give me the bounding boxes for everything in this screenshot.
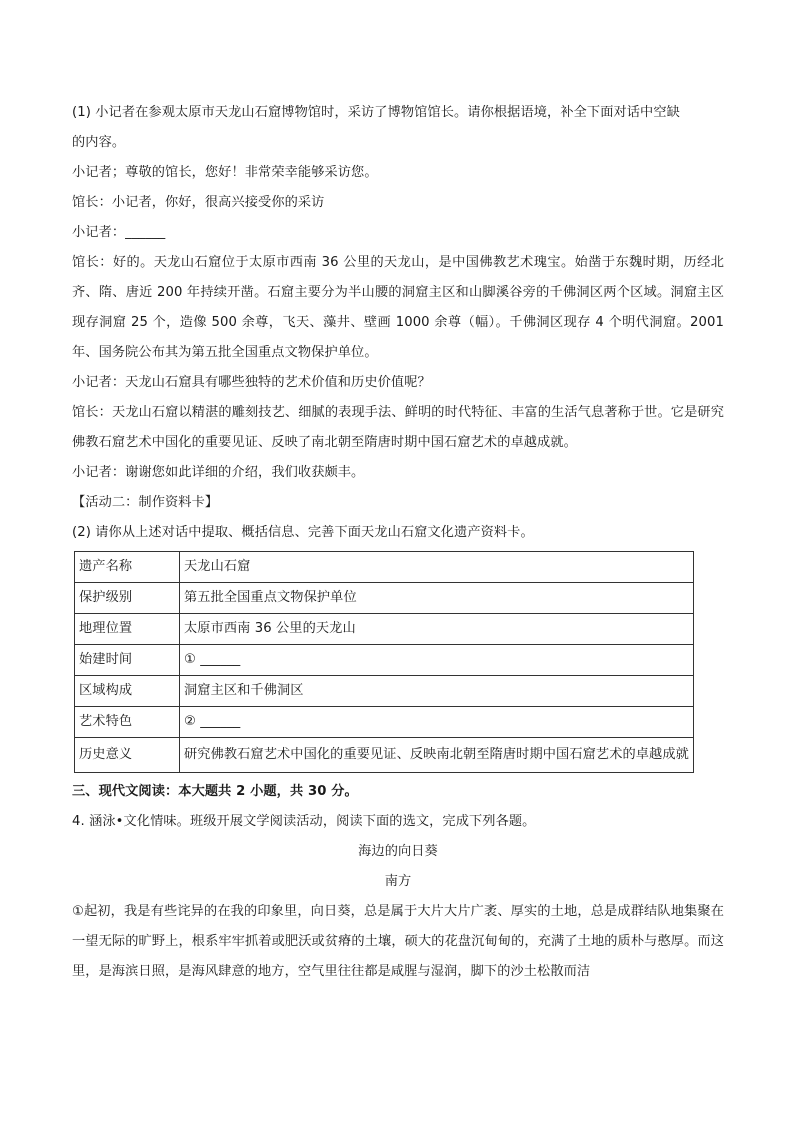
q1-intro-line1: (1) 小记者在参观太原市天龙山石窟博物馆时，采访了博物馆馆长。请你根据语境，补全下面对话中空缺 [72,105,680,120]
separator: ： [98,195,112,210]
card-key: 区域构成 [75,676,180,707]
card-value: 洞窟主区和千佛洞区 [180,676,694,707]
heritage-info-card [74,551,694,773]
card-answer-blank-1[interactable]: ① ______ [180,645,694,676]
card-value: 第五批全国重点文物保护单位 [180,583,694,614]
table-row [75,583,694,614]
q1-intro [72,98,724,158]
separator: ： [111,225,126,240]
table-row [75,614,694,645]
card-value: 天龙山石窟 [180,552,694,583]
card-value: 研究佛教石窟艺术中国化的重要见证、反映南北朝至隋唐时期中国石窟艺术的卓越成就 [180,738,694,773]
speaker: 馆长 [72,405,99,420]
dialogue-line [72,248,724,368]
essay-paragraph: ①起初，我是有些诧异的在我的印象里，向日葵，总是属于大片大片广袤、厚实的土地，总是成群结队地集聚在一望无际的旷野上，根系牢牢抓着或肥沃或贫瘠的土壤，硕大的花盘沉甸甸的，充满了土地的质朴与憨厚。而这里，是海滨日照，是海风肆意的地方，空气里往往都是咸腥与湿润，脚下的沙土松散而洁 [72,904,724,979]
speaker: 馆长 [72,255,100,270]
essay-title: 海边的向日葵 [358,844,438,859]
dialogue-line [72,188,724,218]
card-key: 保护级别 [75,583,180,614]
separator: ： [99,255,113,270]
section-heading: 三、现代文阅读：本大题共 2 小题，共 30 分。 [72,784,358,799]
card-answer-blank-2[interactable]: ② ______ [180,707,694,738]
activity-heading: 【活动二：制作资料卡】 [72,495,219,510]
card-key: 艺术特色 [75,707,180,738]
speaker: 馆长 [72,195,99,210]
question-4: 4. 涵泳•文化情味。班级开展文学阅读活动，阅读下面的选文，完成下列各题。 [72,814,536,829]
dialogue-text: 好的。天龙山石窟位于太原市西南 36 公里的天龙山，是中国佛教艺术瑰宝。始凿于东魏时期，历经北齐、隋、唐近 200 年持续开凿。石窟主要分为半山腰的洞窟主区和山脚溪谷旁的千佛洞区两个区域。洞窟主区现存洞窟 25 个，造像 500 余尊，飞天、藻井、壁画 1000 余尊（幅）。千佛洞区现存 4 个明代洞窟。2001 年、国务院公布其为第五批全国重点文物保护单位。 [72,255,724,360]
essay-author: 南方 [384,874,412,889]
separator: ： [98,405,112,420]
table-row [75,738,694,773]
q1-intro-line2: 的内容。 [72,135,126,150]
card-key: 历史意义 [75,738,180,773]
answer-blank[interactable]: ______ [125,225,166,240]
speaker: 小记者 [72,165,112,180]
dialogue-line-blank [72,218,724,248]
dialogue-text: 尊敬的馆长，您好！非常荣幸能够采访您。 [125,165,378,180]
dialogue-line [72,368,724,398]
table-row [75,676,694,707]
dialogue-text: 谢谢您如此详细的介绍，我们收获颇丰。 [125,465,365,480]
dialogue-text: 天龙山石窟以精湛的雕刻技艺、细腻的表现手法、鲜明的时代特征、丰富的生活气息著称于世。它是研究佛教石窟艺术中国化的重要见证、反映了南北朝至隋唐时期中国石窟艺术的卓越成就。 [72,405,724,450]
dialogue-text: 小记者，你好，很高兴接受你的采访 [111,195,325,210]
table-row [75,645,694,676]
q2-intro: (2) 请你从上述对话中提取、概括信息、完善下面天龙山石窟文化遗产资料卡。 [72,525,534,540]
separator: ： [111,465,126,480]
dialogue-text: 天龙山石窟具有哪些独特的艺术价值和历史价值呢？ [125,375,431,390]
dialogue-line [72,458,724,488]
dialogue-line [72,398,724,458]
speaker: 小记者 [72,375,112,390]
table-row [75,552,694,583]
separator: ； [111,165,126,180]
document-content [72,98,724,987]
separator: ： [111,375,126,390]
table-row [75,707,694,738]
card-value: 太原市西南 36 公里的天龙山 [180,614,694,645]
card-key: 遗产名称 [75,552,180,583]
card-key: 始建时间 [75,645,180,676]
speaker: 小记者 [72,465,112,480]
speaker: 小记者 [72,225,112,240]
card-key: 地理位置 [75,614,180,645]
dialogue-line [72,158,724,188]
